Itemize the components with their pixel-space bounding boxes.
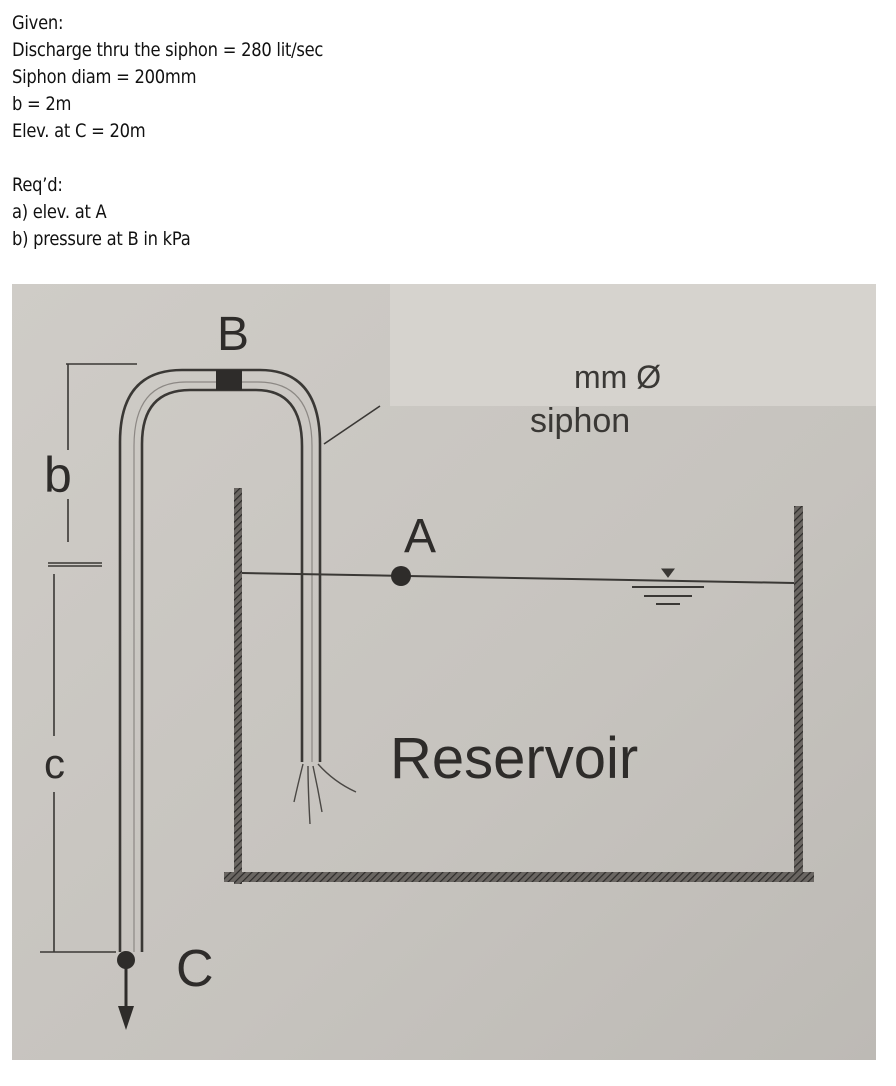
required-elev-a: a) elev. at A bbox=[12, 201, 107, 223]
reservoir-label: Reservoir bbox=[390, 726, 639, 791]
valve-b bbox=[216, 370, 242, 390]
required-heading: Req’d: bbox=[12, 174, 63, 196]
given-diameter: Siphon diam = 200mm bbox=[12, 66, 197, 88]
label-a-point: A bbox=[404, 510, 437, 563]
required-pressure-b: b) pressure at B in kPa bbox=[12, 228, 191, 250]
point-a bbox=[391, 566, 411, 586]
reservoir-left-wall bbox=[234, 488, 242, 884]
given-heading: Given: bbox=[12, 12, 64, 34]
given-b: b = 2m bbox=[12, 93, 72, 115]
siphon-note-line2: siphon bbox=[530, 402, 631, 440]
reservoir-right-wall bbox=[794, 506, 803, 882]
given-elev-c: Elev. at C = 20m bbox=[12, 120, 146, 142]
siphon-diagram-photo bbox=[12, 284, 876, 1060]
label-c-point: C bbox=[176, 940, 214, 998]
siphon-diagram bbox=[12, 284, 876, 1060]
label-b-point: B bbox=[217, 308, 250, 361]
siphon-note-line1: mm Ø bbox=[574, 359, 662, 395]
given-discharge: Discharge thru the siphon = 280 lit/sec bbox=[12, 39, 324, 61]
label-b-dimension: b bbox=[44, 447, 72, 503]
label-c-dimension: c bbox=[44, 740, 65, 787]
problem-statement bbox=[12, 10, 374, 253]
reservoir-bottom bbox=[224, 872, 814, 882]
